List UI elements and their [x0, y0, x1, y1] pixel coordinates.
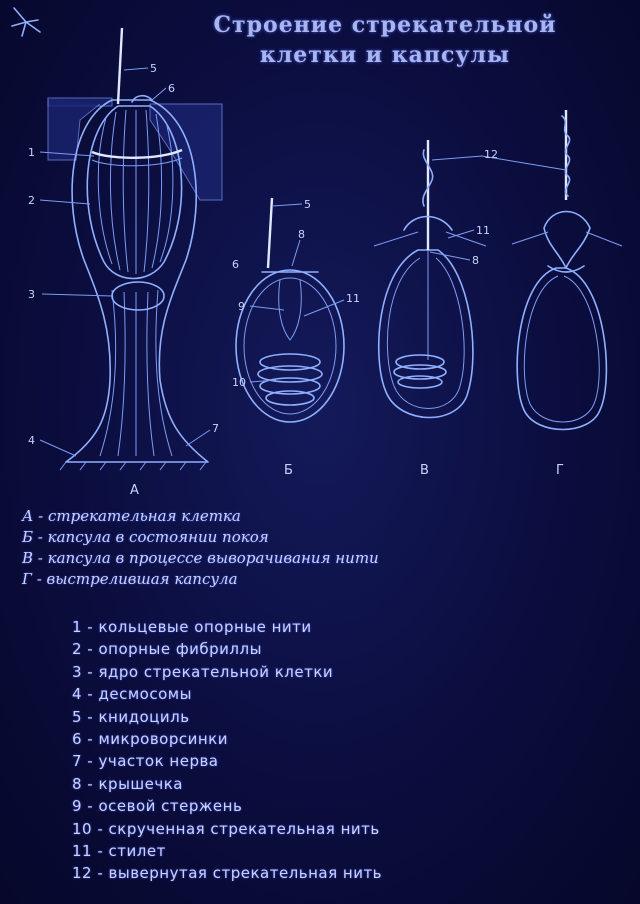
part-item: 3 - ядро стрекательной клетки — [72, 662, 334, 681]
callout-8: 8 — [472, 254, 479, 267]
panel-label-a: А — [130, 483, 139, 498]
title-line-1: Строение стрекательной — [213, 12, 557, 38]
capsule-everting-v — [374, 140, 486, 418]
callout-6b: 6 — [232, 258, 239, 271]
parts-list — [72, 616, 632, 885]
panel-label-g: Г — [556, 463, 564, 478]
legend-item: Б - капсула в состоянии покоя — [22, 528, 269, 546]
callout-5: 5 — [150, 62, 157, 75]
part-item: 9 - осевой стержень — [72, 797, 243, 816]
capsule-discharged-g — [512, 110, 622, 430]
part-item: 6 - микроворсинки — [72, 730, 228, 749]
part-item: 1 - кольцевые опорные нити — [72, 618, 312, 636]
callout-7: 7 — [212, 422, 219, 435]
callout-leaders — [40, 68, 566, 456]
panel-label-v: В — [420, 463, 429, 478]
hydra-icon — [12, 8, 40, 36]
callout-8b: 8 — [298, 228, 305, 241]
callout-9: 9 — [238, 300, 245, 313]
part-item: 5 - книдоциль — [72, 707, 190, 726]
legend-item: В - капсула в процессе выворачивания нити — [22, 549, 379, 567]
callout-6: 6 — [168, 82, 175, 95]
part-item: 10 - скрученная стрекательная нить — [72, 819, 380, 838]
callout-3: 3 — [28, 288, 35, 301]
cnidocyte-cell-a — [48, 28, 222, 470]
part-item: 4 - десмосомы — [72, 685, 192, 704]
callout-2: 2 — [28, 194, 35, 207]
title-line-2: клетки и капсулы — [259, 42, 511, 68]
part-item: 2 - опорные фибриллы — [72, 640, 262, 659]
legend-item: Г - выстрелившая капсула — [22, 570, 238, 588]
callout-12: 12 — [484, 148, 498, 161]
callout-11b: 11 — [346, 292, 360, 305]
callout-11: 11 — [476, 224, 490, 237]
legend-item: А - стрекательная клетка — [22, 507, 241, 525]
part-item: 11 - стилет — [72, 842, 166, 861]
callout-5b: 5 — [304, 198, 311, 211]
callout-4: 4 — [28, 434, 35, 447]
part-item: 12 - вывернутая стрекательная нить — [72, 864, 383, 883]
callout-1: 1 — [28, 146, 35, 159]
capsule-rest-b — [236, 198, 344, 422]
panel-label-b: Б — [284, 463, 293, 478]
part-item: 8 - крышечка — [72, 774, 183, 793]
panel-legend — [22, 506, 632, 590]
callout-10: 10 — [232, 376, 246, 389]
part-item: 7 - участок нерва — [72, 752, 219, 771]
